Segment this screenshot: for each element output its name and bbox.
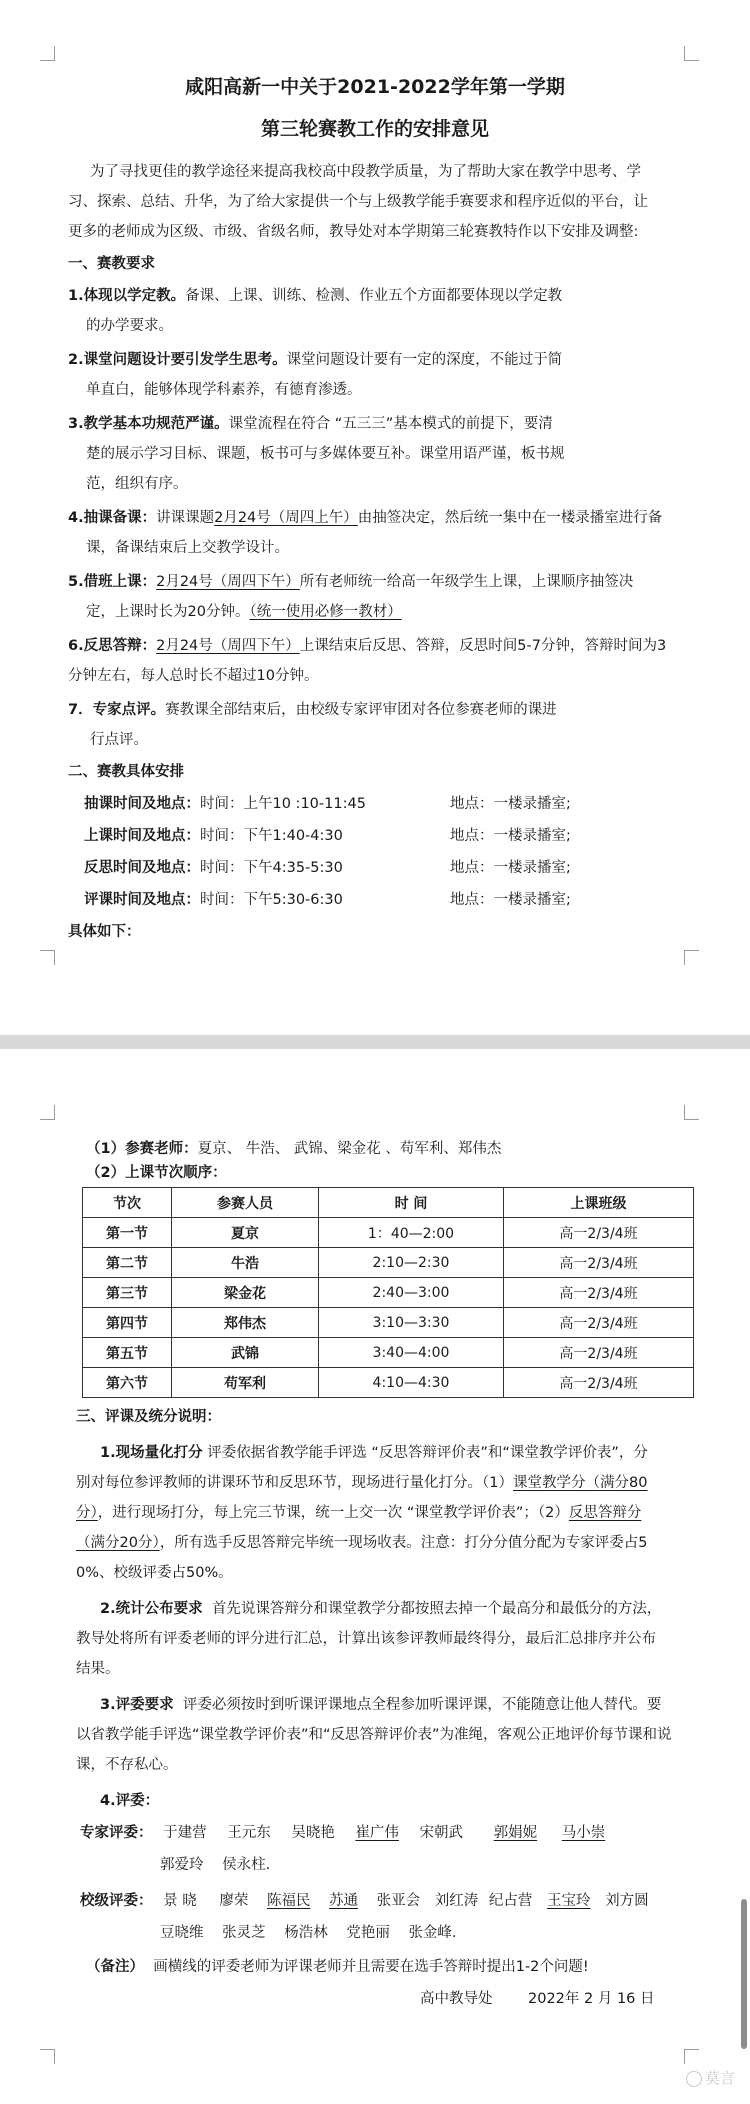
judge-name: 廖荣 xyxy=(219,1893,249,1909)
table-cell: 夏京 xyxy=(172,1218,319,1248)
requirement-head: 4.抽课备课： xyxy=(68,510,157,526)
para2-line1 xyxy=(100,1599,661,1619)
crop-mark xyxy=(40,950,55,965)
requirement-note: （统一使用必修一教材） xyxy=(249,604,402,620)
judges-heading: 4.评委： xyxy=(100,1793,160,1809)
page-separator xyxy=(0,1035,750,1049)
judge-name: 张灵芝 xyxy=(222,1925,266,1941)
crop-mark xyxy=(684,950,699,965)
schedule-label: 反思时间及地点： xyxy=(84,860,200,876)
school-row-2 xyxy=(160,1923,457,1943)
schedule-time: 下午1:40-4:30 xyxy=(243,828,343,844)
requirement-cont: 定，上课时长为20分钟。 xyxy=(86,604,250,620)
judge-name: 刘方圆 xyxy=(605,1893,649,1909)
schedule-label: 抽课时间及地点： xyxy=(84,796,200,812)
schedule-place xyxy=(450,890,571,910)
schedule-table xyxy=(82,1187,694,1398)
para-head: 1.现场量化打分 xyxy=(100,1445,203,1461)
table-header: 节次 xyxy=(83,1188,172,1218)
schedule-time-label: 时间： xyxy=(200,860,244,876)
schedule-time: 上午10 :10-11:45 xyxy=(243,796,366,812)
judge-name: 于建营 xyxy=(163,1825,207,1841)
requirement-text: 课堂问题设计要有一定的深度，不能过于简 xyxy=(286,352,563,368)
schedule-place xyxy=(450,794,571,814)
requirement-5 xyxy=(68,572,633,592)
watermark xyxy=(686,2067,735,2088)
section-heading: 三、评课及统分说明： xyxy=(76,1409,221,1425)
table-row xyxy=(83,1218,694,1248)
table-cell: 高一2/3/4班 xyxy=(504,1338,694,1368)
schedule-place-value: 一楼录播室; xyxy=(493,860,571,876)
schedule-time-label: 时间： xyxy=(200,828,244,844)
para1-line3 xyxy=(76,1503,641,1523)
judge-name-underlined: 王宝玲 xyxy=(546,1893,591,1909)
requirement-2 xyxy=(68,350,562,370)
para2-line3: 结果。 xyxy=(76,1661,120,1677)
para-underlined: （满分20分） xyxy=(76,1535,160,1551)
requirement-text: 赛教课全部结束后，由校级专家评审团对各位参赛老师的课进 xyxy=(165,702,557,718)
document-page-2 xyxy=(0,1049,750,2104)
requirement-head: 5.借班上课： xyxy=(68,574,157,590)
requirement-text: 上课结束后反思、答辩，反思时间5-7分钟，答辩时间为3 xyxy=(299,638,667,654)
schedule-place xyxy=(450,858,571,878)
para1-line4 xyxy=(76,1533,647,1553)
table-cell: 郑伟杰 xyxy=(172,1308,319,1338)
table-header: 时 间 xyxy=(319,1188,504,1218)
table-header-row xyxy=(83,1188,694,1218)
schedule-row xyxy=(84,858,343,878)
schedule-place-label: 地点： xyxy=(450,828,494,844)
table-cell: 高一2/3/4班 xyxy=(504,1308,694,1338)
para-text: 评委依据省教学能手评选 “反思答辩评价表”和“课堂教学评价表”，分 xyxy=(207,1445,648,1461)
requirement-head: 2.课堂问题设计要引发学生思考。 xyxy=(68,352,287,368)
crop-mark xyxy=(40,46,55,61)
judge-name-underlined: 郭娟妮 xyxy=(493,1825,538,1841)
schedule-place-value: 一楼录播室; xyxy=(493,796,571,812)
schedule-time-label: 时间： xyxy=(200,796,244,812)
remark-text: 画横线的评委老师为评课老师并且需要在选手答辩时提出1-2个问题! xyxy=(153,1959,589,1975)
requirement-cont: 的办学要求。 xyxy=(86,318,173,334)
doc-title-line1: 咸阳高新一中关于2021-2022学年第一学期 xyxy=(185,76,565,98)
table-cell: 2:40—3:00 xyxy=(319,1278,504,1308)
para-head: 3.评委要求 xyxy=(100,1697,174,1713)
table-cell: 4:10—4:30 xyxy=(319,1368,504,1398)
requirement-7 xyxy=(68,700,557,720)
requirement-date: 2月24号（周四上午） xyxy=(214,510,358,526)
schedule-place-value: 一楼录播室; xyxy=(493,892,571,908)
schedule-place-value: 一楼录播室; xyxy=(493,828,571,844)
schedule-time: 下午5:30-6:30 xyxy=(243,892,343,908)
doc-title-line2: 第三轮赛教工作的安排意见 xyxy=(260,118,489,140)
para-text: ，进行现场打分，每上完三节课，统一上交一次 “课堂教学评价表”；（2） xyxy=(97,1505,569,1521)
judge-name-underlined: 崔广伟 xyxy=(355,1825,399,1841)
experts-row-2 xyxy=(160,1855,270,1875)
para3-line1 xyxy=(100,1695,661,1715)
teachers-list: 夏京、 牛浩、 武锦、梁金花 、苟军利、郑伟杰 xyxy=(197,1141,502,1157)
requirement-6 xyxy=(68,636,666,656)
requirement-cont: 范，组织有序。 xyxy=(86,476,188,492)
crop-mark xyxy=(40,2049,55,2064)
table-cell: 高一2/3/4班 xyxy=(504,1218,694,1248)
judge-name-underlined: 马小崇 xyxy=(561,1825,606,1841)
requirement-cont: 行点评。 xyxy=(90,732,148,748)
watermark-icon xyxy=(686,2071,702,2087)
table-cell: 第三节 xyxy=(83,1278,172,1308)
table-cell: 第六节 xyxy=(83,1368,172,1398)
crop-mark xyxy=(684,2049,699,2064)
schedule-row xyxy=(84,794,366,814)
school-label: 校级评委： xyxy=(80,1893,153,1909)
order-label: （2）上课节次顺序： xyxy=(86,1165,227,1181)
para-underlined: 分） xyxy=(76,1505,98,1521)
requirement-text: 课堂流程在符合 “五三三”基本模式的前提下，要清 xyxy=(228,416,553,432)
schedule-label: 上课时间及地点： xyxy=(84,828,200,844)
requirement-head: 3.教学基本功规范严谨。 xyxy=(68,416,229,432)
para-text: 别对每位参评教师的讲课环节和反思环节，现场进行量化打分。（1） xyxy=(76,1475,513,1491)
schedule-time: 下午4:35-5:30 xyxy=(243,860,343,876)
requirement-cont: 单直白，能够体现学科素养，有德育渗透。 xyxy=(86,382,362,398)
judge-name: 宋朝武 xyxy=(419,1825,464,1841)
para2-line2: 教导处将所有评委老师的评分进行汇总，计算出该参评教师最终得分，最后汇总排序并公布 xyxy=(76,1631,656,1647)
table-header: 参赛人员 xyxy=(172,1188,319,1218)
table-cell: 2:10—2:30 xyxy=(319,1248,504,1278)
signature-date: 2022年 2 月 16 日 xyxy=(528,1991,655,2007)
table-cell: 高一2/3/4班 xyxy=(504,1368,694,1398)
table-row xyxy=(83,1308,694,1338)
scrollbar-thumb[interactable] xyxy=(741,1899,747,2049)
table-cell: 梁金花 xyxy=(172,1278,319,1308)
experts-row-1 xyxy=(80,1823,605,1843)
requirement-5-cont xyxy=(86,602,402,622)
requirement-head: 1.体现以学定教。 xyxy=(68,288,186,304)
para3-line2: 以省教学能手评选“课堂教学评价表”和“反思答辩评价表”为准绳，客观公正地评价每节课和说 xyxy=(76,1727,672,1743)
requirement-date: 2月24号（周四下午） xyxy=(156,574,300,590)
requirement-cont: 楚的展示学习目标、课题，板书可与多媒体要互补。课堂用语严谨，板书规 xyxy=(86,446,565,462)
judge-name-underlined: 陈福民 xyxy=(266,1893,311,1909)
para-underlined: 课堂教学分（满分80 xyxy=(512,1475,648,1491)
judge-name: 杨浩林 xyxy=(284,1925,328,1941)
para1-line1 xyxy=(100,1443,648,1463)
table-cell: 第四节 xyxy=(83,1308,172,1338)
judge-name: 豆晓维 xyxy=(160,1925,204,1941)
requirement-cont: 课，备课结束后上交教学设计。 xyxy=(86,540,289,556)
table-cell: 3:10—3:30 xyxy=(319,1308,504,1338)
table-row xyxy=(83,1248,694,1278)
judge-name: 张亚会 xyxy=(376,1893,421,1909)
table-row xyxy=(83,1278,694,1308)
requirement-head: 7．专家点评。 xyxy=(68,702,166,718)
para-head: 2.统计公布要求 xyxy=(100,1601,203,1617)
para-text: ，所有选手反思答辩完毕统一现场收表。注意：打分分值分配为专家评委占5 xyxy=(159,1535,648,1551)
para3-line3: 课，不存私心。 xyxy=(76,1757,178,1773)
para-text: 评委必须按时到听课评课地点全程参加听课评课，不能随意让他人替代。要 xyxy=(182,1697,662,1713)
table-cell: 1：40—2:00 xyxy=(319,1218,504,1248)
crop-mark xyxy=(684,46,699,61)
table-cell: 牛浩 xyxy=(172,1248,319,1278)
judge-name: 纪占营 xyxy=(488,1893,533,1909)
requirement-cont: 分钟左右，每人总时长不超过10分钟。 xyxy=(68,668,319,684)
table-cell: 第二节 xyxy=(83,1248,172,1278)
crop-mark xyxy=(684,1105,699,1120)
schedule-place xyxy=(450,826,571,846)
judge-name: 侯永柱. xyxy=(222,1857,271,1873)
judge-name: 景 晓 xyxy=(163,1893,197,1909)
table-header: 上课班级 xyxy=(504,1188,694,1218)
judge-name-underlined: 苏通 xyxy=(329,1893,359,1909)
document-page-1 xyxy=(0,0,750,1035)
table-cell: 苟军利 xyxy=(172,1368,319,1398)
table-cell: 高一2/3/4班 xyxy=(504,1248,694,1278)
experts-label: 专家评委： xyxy=(80,1825,153,1841)
table-row xyxy=(83,1368,694,1398)
table-cell: 高一2/3/4班 xyxy=(504,1278,694,1308)
schedule-label: 评课时间及地点： xyxy=(84,892,200,908)
judge-name: 郭爱玲 xyxy=(160,1857,204,1873)
schedule-row xyxy=(84,826,343,846)
requirement-head: 6.反思答辩： xyxy=(68,638,157,654)
intro-line: 更多的老师成为区级、市级、省级名师，教导处对本学期第三轮赛教特作以下安排及调整: xyxy=(68,224,639,240)
judge-name: 刘红涛 xyxy=(434,1893,479,1909)
requirement-text: 由抽签决定，然后统一集中在一楼录播室进行备 xyxy=(357,510,663,526)
schedule-place-label: 地点： xyxy=(450,796,494,812)
judge-name: 党艳丽 xyxy=(346,1925,390,1941)
details-heading: 具体如下： xyxy=(68,924,141,940)
teachers-line xyxy=(86,1139,501,1159)
table-cell: 第一节 xyxy=(83,1218,172,1248)
schedule-place-label: 地点： xyxy=(450,892,494,908)
requirement-4 xyxy=(68,508,662,528)
crop-mark xyxy=(40,1105,55,1120)
section-heading: 一、赛教要求 xyxy=(68,256,155,272)
requirement-text: 所有老师统一给高一年级学生上课，上课顺序抽签决 xyxy=(299,574,634,590)
section-heading: 二、赛教具体安排 xyxy=(68,764,184,780)
schedule-row xyxy=(84,890,343,910)
schedule-time-label: 时间： xyxy=(200,892,244,908)
requirement-text: 讲课课题 xyxy=(156,510,215,526)
teachers-label: （1）参赛老师： xyxy=(86,1141,198,1157)
intro-line: 为了寻找更佳的教学途径来提高我校高中段教学质量，为了帮助大家在教学中思考、学 xyxy=(90,164,641,180)
table-row xyxy=(83,1338,694,1368)
remark-label: （备注） xyxy=(86,1959,144,1975)
table-cell: 3:40—4:00 xyxy=(319,1338,504,1368)
judge-name: 吴晓艳 xyxy=(291,1825,335,1841)
watermark-text: 莫言 xyxy=(705,2069,736,2087)
judge-name: 张金峰. xyxy=(408,1925,457,1941)
para-underlined: 反思答辩分 xyxy=(568,1505,642,1521)
para1-line5: 0%、校级评委占50%。 xyxy=(76,1565,233,1581)
judge-name: 王元东 xyxy=(227,1825,271,1841)
table-cell: 第五节 xyxy=(83,1338,172,1368)
schedule-place-label: 地点： xyxy=(450,860,494,876)
signature-dept: 高中教导处 xyxy=(420,1991,493,2007)
requirement-1 xyxy=(68,286,562,306)
requirement-text: 备课、上课、训练、检测、作业五个方面都要体现以学定教 xyxy=(185,288,563,304)
school-row-1 xyxy=(80,1891,649,1911)
requirement-3 xyxy=(68,414,553,434)
para1-line2 xyxy=(76,1473,647,1493)
requirement-date: 2月24号（周四下午） xyxy=(156,638,300,654)
table-cell: 武锦 xyxy=(172,1338,319,1368)
para-text: 首先说课答辩分和课堂教学分都按照去掉一个最高分和最低分的方法， xyxy=(211,1601,662,1617)
intro-line: 习、探索、总结、升华，为了给大家提供一个与上级教学能手赛要求和程序近似的平台，让 xyxy=(68,194,648,210)
remark-line xyxy=(86,1957,589,1977)
